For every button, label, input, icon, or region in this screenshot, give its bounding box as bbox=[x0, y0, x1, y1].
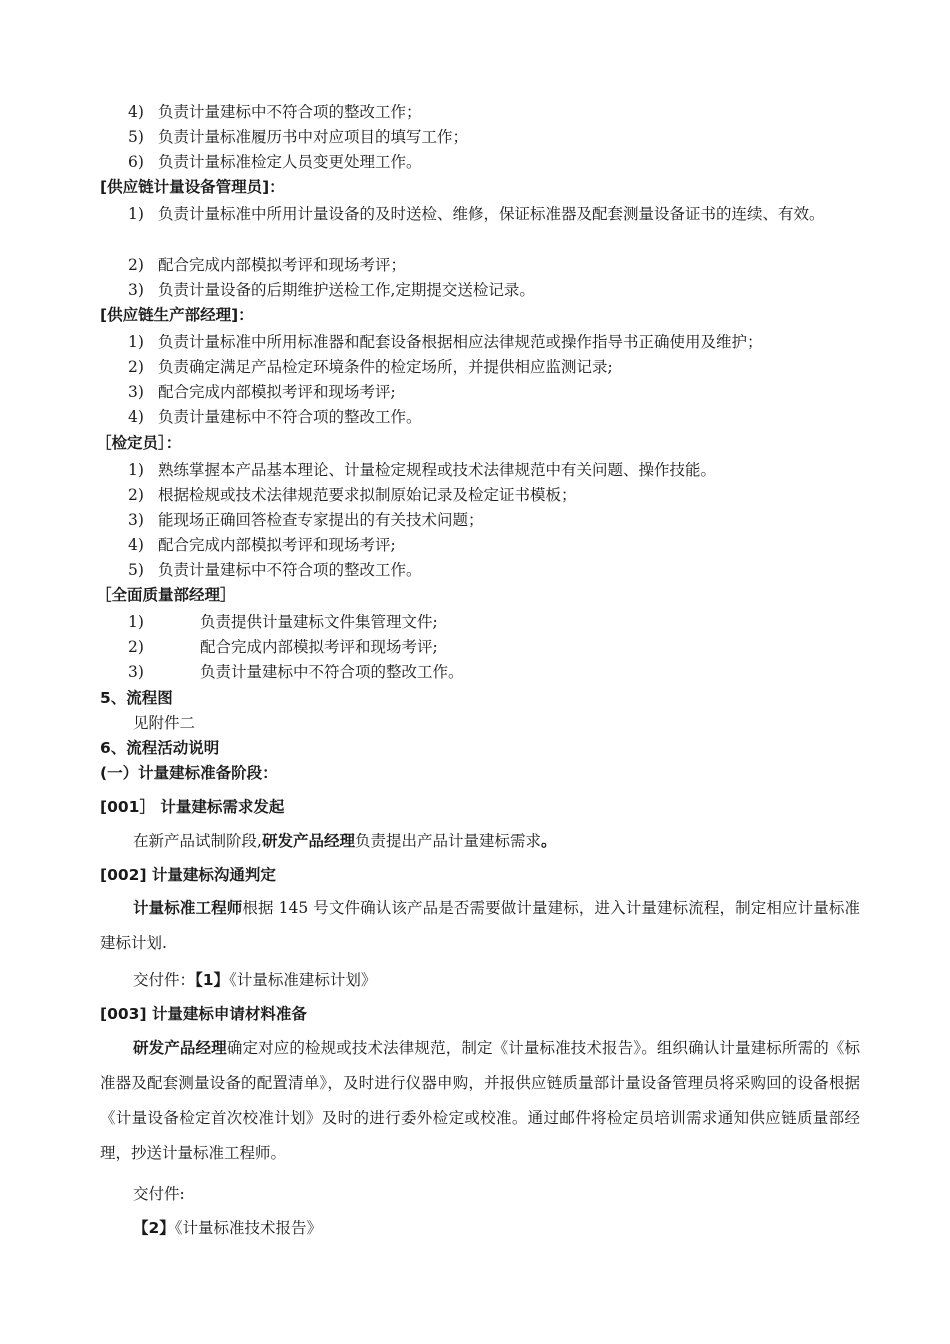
text-run: 在新产品试制阶段, bbox=[133, 832, 262, 850]
list-item bbox=[128, 127, 468, 147]
list-item bbox=[128, 407, 422, 427]
deliverable-label: 交付件: bbox=[133, 1185, 185, 1203]
item-number: 3) bbox=[128, 383, 144, 401]
item-text: 负责计量标准检定人员变更处理工作。 bbox=[158, 153, 422, 171]
item-text: 负责计量标准履历书中对应项目的填写工作； bbox=[158, 128, 469, 146]
list-item bbox=[128, 637, 438, 657]
section-title: 6、流程活动说明 bbox=[100, 739, 220, 757]
item-number: 2) bbox=[128, 358, 144, 376]
item-number: 1) bbox=[128, 205, 144, 223]
item-number: 4) bbox=[128, 408, 144, 426]
item-number: 2) bbox=[128, 486, 144, 504]
role-name: 研发产品经理 bbox=[133, 1039, 227, 1057]
item-number: 5) bbox=[128, 128, 144, 146]
activity-paragraph bbox=[100, 1031, 860, 1171]
text-run: 。 bbox=[540, 832, 557, 850]
item-text: 熟练掌握本产品基本理论、计量检定规程或技术法律规范中有关问题、操作技能。 bbox=[158, 461, 717, 479]
activity-heading: [003] 计量建标申请材料准备 bbox=[100, 1005, 307, 1023]
item-text: 根据检规或技术法律规范要求拟制原始记录及检定证书模板； bbox=[158, 486, 577, 504]
item-number: 2) bbox=[128, 256, 144, 274]
item-text: 负责确定满足产品检定环境条件的检定场所，并提供相应监测记录; bbox=[158, 358, 613, 376]
stage-title: (一）计量建标准备阶段： bbox=[100, 764, 278, 782]
item-text: 能现场正确回答检查专家提出的有关技术问题； bbox=[158, 511, 484, 529]
deliverable bbox=[133, 970, 376, 990]
section-heading: ［全面质量部经理］ bbox=[96, 586, 236, 604]
item-number: 1) bbox=[128, 333, 144, 351]
list-item bbox=[128, 332, 763, 352]
item-number: 6) bbox=[128, 153, 144, 171]
list-item bbox=[128, 662, 464, 682]
role-name: 计量标准工程师 bbox=[133, 899, 243, 917]
item-text: 负责提供计量建标文件集管理文件; bbox=[200, 613, 438, 631]
deliverable-label: 交付件： bbox=[133, 971, 196, 989]
list-item bbox=[128, 460, 716, 480]
list-item bbox=[128, 357, 613, 377]
list-item bbox=[128, 510, 484, 530]
text-run: 根据 145 号文件确认该产品是否需要做计量建标，进入计量建标流程，制定相应计量标准建标计划. bbox=[100, 899, 860, 952]
list-item-number bbox=[128, 204, 158, 224]
item-text: 负责计量建标中不符合项的整改工作。 bbox=[158, 561, 422, 579]
item-text: 配合完成内部模拟考评和现场考评; bbox=[200, 638, 438, 656]
text-run: 确定对应的检规或技术法律规范，制定《计量标准技术报告》。组织确认计量建标所需的《标准器及配套测量设备的配置清单》，及时进行仪器申购，并报供应链质量部计量设备管理员将采购回的设备根据《计量设备检定首次校准计划》及时的进行委外检定或校准。通过邮件将检定员培训需求通知供应链质量部经理，抄送计量标准工程师。 bbox=[100, 1039, 860, 1162]
item-number: 3) bbox=[128, 663, 144, 681]
item-text: 负责计量建标中不符合项的整改工作。 bbox=[158, 408, 422, 426]
section-heading: [供应链计量设备管理员]： bbox=[100, 178, 285, 196]
list-item bbox=[128, 152, 422, 172]
list-item bbox=[128, 280, 535, 300]
deliverable-doc: 《计量标准技术报告》 bbox=[174, 1219, 323, 1237]
list-item bbox=[128, 560, 422, 580]
item-text: 负责计量建标中不符合项的整改工作。 bbox=[200, 663, 464, 681]
activity-text bbox=[133, 831, 556, 851]
item-number: 2) bbox=[128, 638, 144, 656]
activity-paragraph bbox=[100, 891, 860, 961]
activity-heading: [002] 计量建标沟通判定 bbox=[100, 866, 276, 884]
list-item-text: 负责计量标准中所用计量设备的及时送检、维修，保证标准器及配套测量设备证书的连续、有效。 bbox=[158, 205, 825, 223]
item-text: 负责计量标准中所用标准器和配套设备根据相应法律规范或操作指导书正确使用及维护； bbox=[158, 333, 763, 351]
list-item bbox=[128, 255, 406, 275]
section-title: 5、流程图 bbox=[100, 689, 173, 707]
text-run: 负责提出产品计量建标需求 bbox=[354, 832, 541, 850]
list-item bbox=[128, 102, 422, 122]
item-number: 3) bbox=[128, 281, 144, 299]
item-text: 配合完成内部模拟考评和现场考评; bbox=[158, 536, 396, 554]
section-text: 见附件二 bbox=[133, 714, 196, 732]
deliverable-doc: 《计量标准建标计划》 bbox=[229, 971, 377, 989]
item-number: 1) bbox=[128, 613, 144, 631]
item-text: 配合完成内部模拟考评和现场考评; bbox=[158, 383, 396, 401]
item-number: 4) bbox=[128, 536, 144, 554]
activity-heading: [001］ 计量建标需求发起 bbox=[100, 798, 285, 816]
deliverable-number: 【2】 bbox=[133, 1219, 175, 1237]
item-number: 3) bbox=[128, 511, 144, 529]
item-text: 负责计量建标中不符合项的整改工作； bbox=[158, 103, 422, 121]
item-number: 4) bbox=[128, 103, 144, 121]
list-item bbox=[128, 612, 438, 632]
role-name: 研发产品经理 bbox=[261, 832, 355, 850]
deliverable bbox=[133, 1218, 322, 1238]
list-item bbox=[128, 485, 577, 505]
item-number: 1) bbox=[128, 461, 144, 479]
item-text: 负责计量设备的后期维护送检工作,定期提交送检记录。 bbox=[158, 281, 535, 299]
list-item bbox=[128, 535, 396, 555]
deliverable-number: 【1】 bbox=[195, 971, 230, 989]
item-number: 5) bbox=[128, 561, 144, 579]
section-heading: [供应链生产部经理]： bbox=[100, 306, 254, 324]
list-item bbox=[128, 382, 396, 402]
item-text: 配合完成内部模拟考评和现场考评； bbox=[158, 256, 407, 274]
section-heading: ［检定员］： bbox=[96, 434, 182, 452]
